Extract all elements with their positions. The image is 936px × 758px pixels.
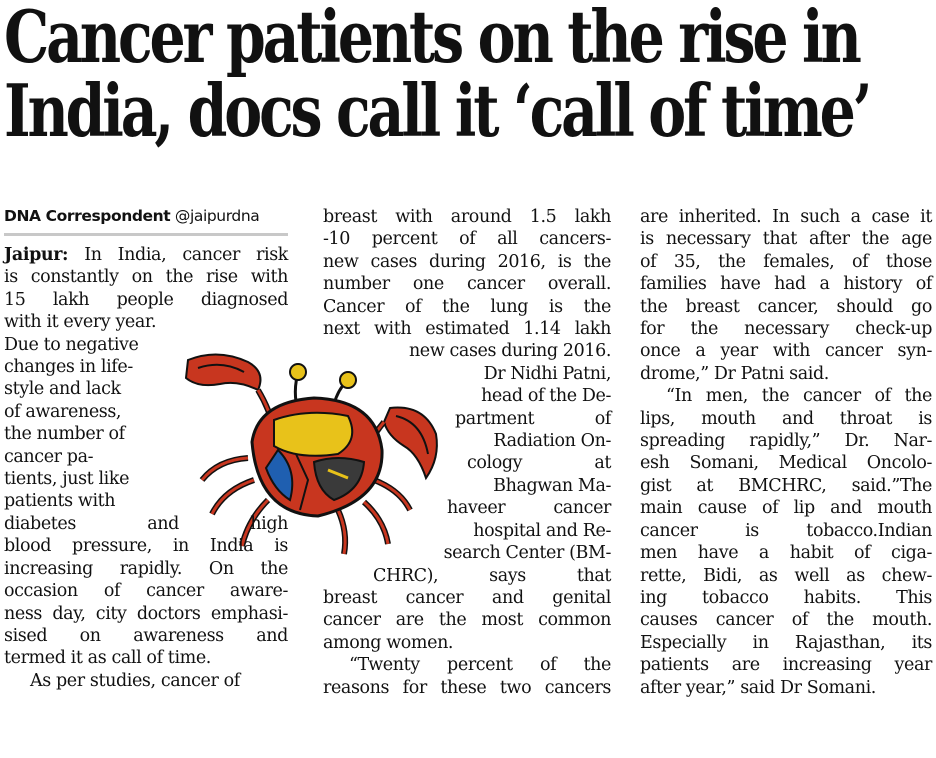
col3-line: once a year with cancer syn- — [640, 341, 932, 362]
col3-line: causes cancer of the mouth. — [640, 610, 932, 631]
col3-line: for the necessary check-up — [640, 319, 932, 340]
col2-line: Dr Nidhi Patni, — [483, 363, 611, 384]
col1-line: occasion of cancer aware- — [4, 581, 288, 602]
col3-line: main cause of lip and mouth — [640, 498, 932, 519]
col3-line: spreading rapidly,” Dr. Nar- — [640, 431, 932, 452]
col2-line: -10 percent of all cancers- — [323, 229, 611, 250]
col1-line: of awareness, — [4, 401, 122, 422]
article-column-2 — [323, 206, 611, 699]
col2-line: cancer are the most common — [323, 610, 611, 631]
col1-line: As per studies, cancer of — [30, 670, 240, 691]
col2-line: cology at — [467, 453, 611, 474]
col3-line: after year,” said Dr Somani. — [640, 677, 876, 698]
col2-line: partment of — [455, 408, 611, 429]
col2-line: breast cancer and genital — [323, 587, 611, 608]
col2-line: head of the De- — [481, 386, 611, 407]
col2-line: new cases during 2016, is the — [323, 251, 611, 272]
col1-line: patients with — [4, 491, 116, 512]
article-column-1 — [4, 206, 288, 692]
byline-author: DNA Correspondent — [4, 207, 171, 225]
col2-line: search Center (BM- — [443, 543, 611, 564]
col3-line: is necessary that after the age — [640, 229, 932, 250]
col2-line: next with estimated 1.14 lakh — [323, 319, 611, 340]
col2-line: Radiation On- — [493, 431, 611, 452]
col1-line: increasing rapidly. On the — [4, 558, 288, 579]
col1-line: Due to negative — [4, 334, 139, 355]
col2-line: haveer cancer — [447, 498, 611, 519]
col1-line: sised on awareness and — [4, 625, 288, 646]
col2-line: Bhagwan Ma- — [493, 475, 611, 496]
col3-line: are inherited. In such a case it — [640, 207, 932, 227]
col3-line: rette, Bidi, as well as chew- — [640, 565, 932, 586]
byline — [4, 206, 288, 236]
col3-line: Especially in Rajasthan, its — [640, 632, 932, 653]
col1-line: Jaipur: In India, cancer risk — [4, 245, 288, 265]
col2-line: CHRC), says that — [373, 565, 611, 586]
col2-line: new cases during 2016. — [408, 341, 611, 362]
col3-line: men have a habit of ciga- — [640, 543, 932, 564]
col2-line: hospital and Re- — [473, 520, 611, 541]
col3-line: lips, mouth and throat is — [640, 408, 932, 429]
headline-line-1: Cancer patients on the rise in — [4, 0, 859, 79]
headline-line-2: India, docs call it ‘call of time’ — [4, 68, 870, 153]
col1-line: diabetes and high — [4, 513, 288, 534]
col3-line: patients are increasing year — [640, 655, 932, 676]
col3-line: gist at BMCHRC, said.”The — [640, 475, 932, 496]
article-column-3 — [640, 206, 932, 699]
col3-line: drome,” Dr Patni said. — [640, 363, 829, 384]
col2-line: number one cancer overall. — [323, 274, 611, 295]
col2-line: among women. — [323, 632, 454, 653]
col3-line: ing tobacco habits. This — [640, 587, 932, 608]
col1-line: the number of — [4, 424, 125, 445]
col1-line: ness day, city doctors emphasi- — [4, 603, 288, 624]
col1-line: 15 lakh people diagnosed — [4, 289, 288, 310]
col1-line: changes in life- — [4, 357, 133, 378]
byline-handle: @jaipurdna — [174, 207, 260, 225]
col1-line: is constantly on the rise with — [4, 267, 288, 288]
col1-line: style and lack — [4, 379, 121, 400]
col3-line: “In men, the cancer of the — [666, 386, 932, 407]
col1-line: termed it as call of time. — [4, 648, 211, 669]
col1-line: cancer pa- — [4, 446, 94, 467]
col3-line: the breast cancer, should go — [640, 296, 932, 317]
col3-line: families have had a history of — [640, 274, 932, 295]
col3-line: esh Somani, Medical Oncolo- — [640, 453, 932, 474]
col3-line: of 35, the females, of those — [640, 251, 932, 272]
col1-line: blood pressure, in India is — [4, 536, 288, 557]
col2-line: breast with around 1.5 lakh — [323, 207, 611, 227]
headline — [4, 0, 870, 153]
col3-line: cancer is tobacco.Indian — [640, 520, 932, 541]
col1-line: with it every year. — [4, 312, 157, 333]
col2-line: “Twenty percent of the — [349, 655, 611, 676]
dateline: Jaipur: — [4, 245, 69, 265]
col2-line: Cancer of the lung is the — [323, 296, 611, 317]
col2-line: reasons for these two cancers — [323, 677, 611, 698]
col1-line: tients, just like — [4, 469, 130, 490]
